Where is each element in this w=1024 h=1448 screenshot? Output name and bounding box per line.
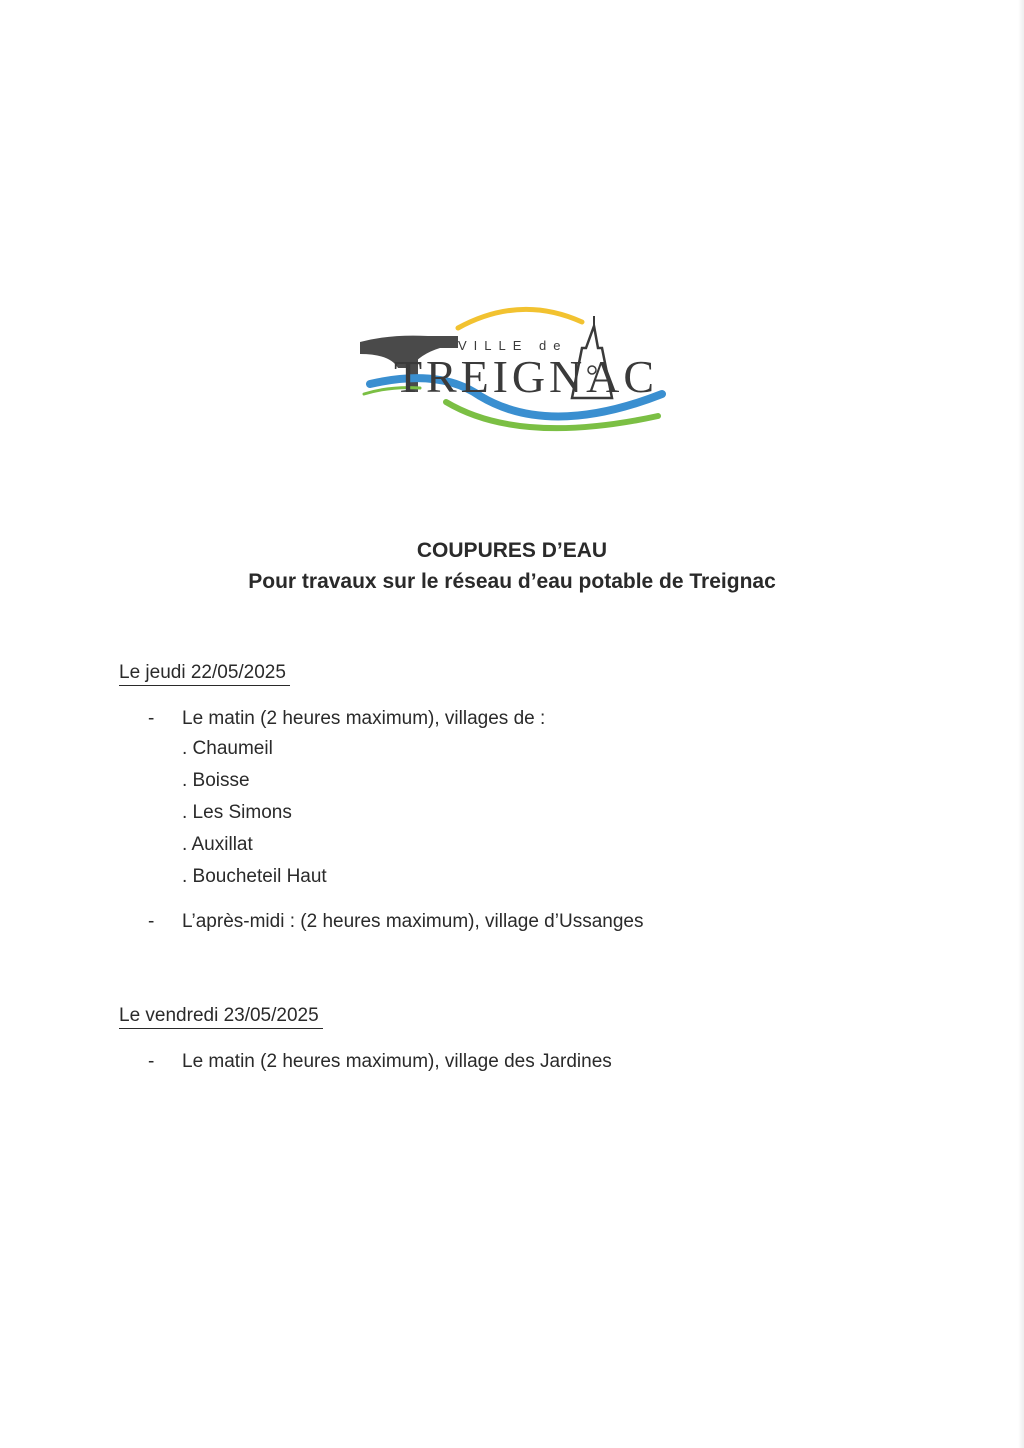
village-item: . Boisse bbox=[182, 770, 250, 791]
bullet-dash: - bbox=[148, 911, 155, 932]
village-item: . Chaumeil bbox=[182, 738, 273, 759]
section-heading-thursday: Le jeudi 22/05/2025 bbox=[119, 661, 290, 686]
logo-line2: TREIGNAC bbox=[394, 351, 656, 402]
bullet-text: Le matin (2 heures maximum), villages de : bbox=[182, 708, 546, 729]
treignac-logo bbox=[350, 298, 674, 440]
section-heading-friday: Le vendredi 23/05/2025 bbox=[119, 1004, 323, 1029]
page-edge-shadow bbox=[1018, 0, 1024, 1448]
village-item: . Auxillat bbox=[182, 834, 253, 855]
village-list bbox=[182, 733, 327, 893]
bullet-dash: - bbox=[148, 1051, 155, 1072]
list-item-thursday-morning bbox=[148, 706, 545, 732]
logo-sun-arc bbox=[458, 309, 582, 328]
page-title: COUPURES D’EAU bbox=[416, 539, 608, 562]
list-item-friday-morning bbox=[148, 1049, 612, 1075]
bullet-dash: - bbox=[148, 708, 155, 729]
bullet-text: L’après-midi : (2 heures maximum), village d’Ussanges bbox=[182, 911, 644, 932]
village-item: . Les Simons bbox=[182, 802, 292, 823]
logo-graphic bbox=[350, 298, 674, 440]
bullet-text: Le matin (2 heures maximum), village des Jardines bbox=[182, 1051, 612, 1072]
list-item-thursday-afternoon bbox=[148, 909, 643, 935]
title-block bbox=[0, 536, 1024, 598]
page-subtitle: Pour travaux sur le réseau d’eau potable de Treignac bbox=[248, 570, 776, 593]
logo-line1: VILLE de bbox=[458, 338, 568, 353]
village-item: . Boucheteil Haut bbox=[182, 866, 327, 887]
